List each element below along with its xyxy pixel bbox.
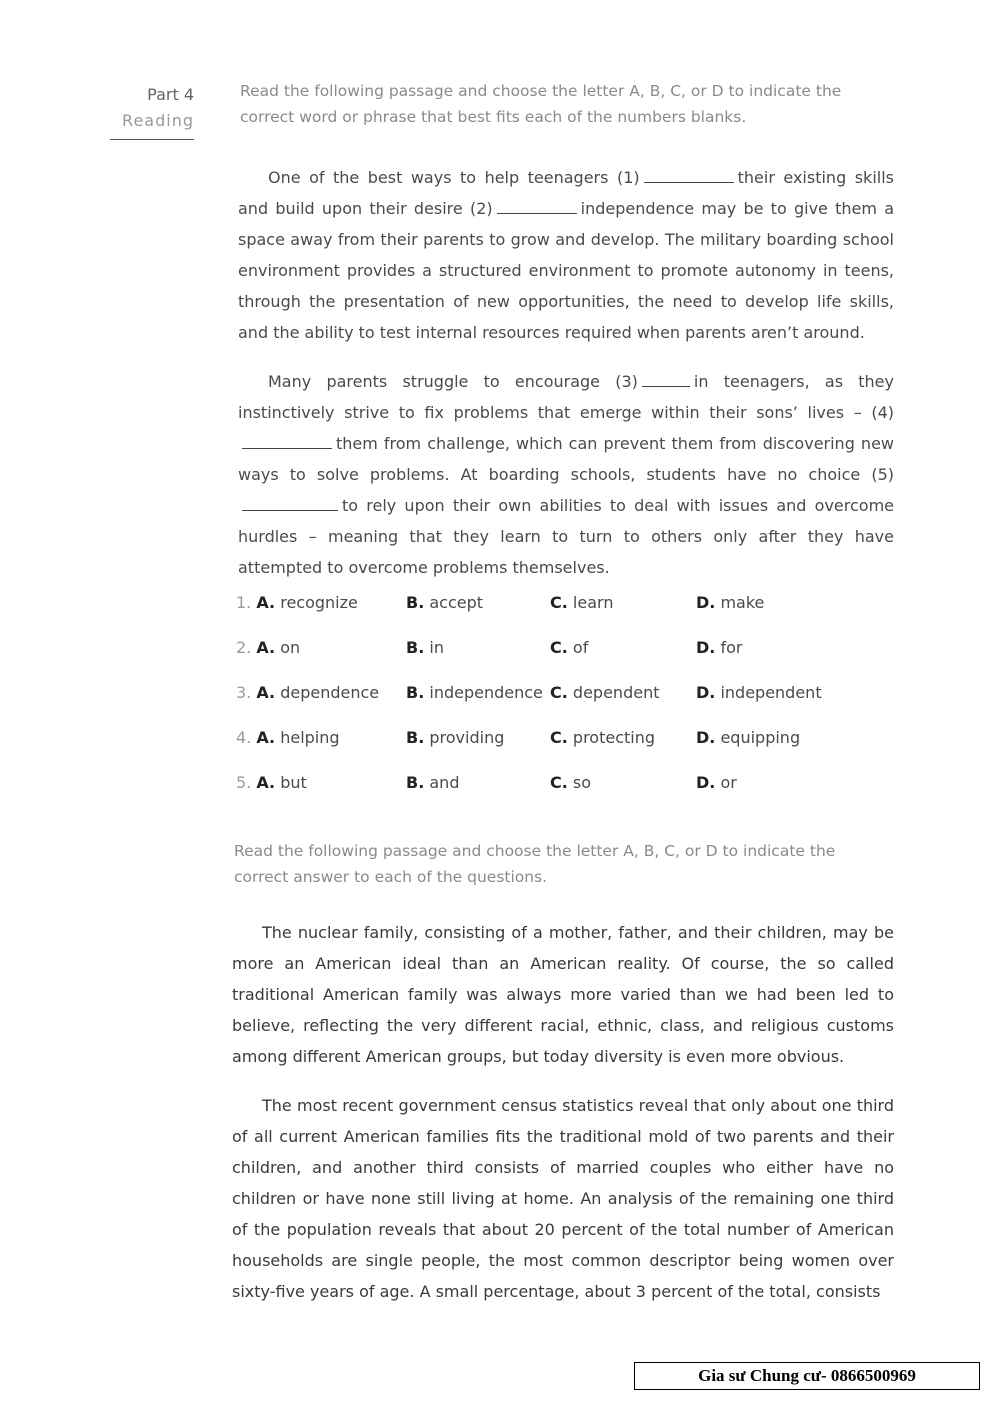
option-text: accept — [429, 593, 484, 612]
option-letter: B. — [406, 773, 425, 792]
option-c[interactable] — [550, 680, 659, 706]
option-text: for — [720, 638, 743, 657]
passage1-paragraph1 — [238, 162, 894, 348]
option-text: on — [280, 638, 301, 657]
option-letter: D. — [696, 593, 716, 612]
option-letter: D. — [696, 773, 716, 792]
p1-text-2: their existing skills and build upon their desire (2) — [238, 168, 894, 218]
part-number: Part 4 — [147, 85, 194, 104]
option-b[interactable] — [406, 770, 459, 796]
option-letter: C. — [550, 728, 568, 747]
option-letter: B. — [406, 593, 425, 612]
option-d[interactable] — [696, 635, 742, 661]
option-letter: D. — [696, 728, 716, 747]
option-letter: B. — [406, 683, 425, 702]
passage2-paragraph2: The most recent government census statistics reveal that only about one third of all current American families fits the traditional mold of two parents and their children, and another third consists of married couples who either have no children or have none still living at home. An analysis of the remaining one third of the population reveals that about 20 percent of the total number of American households are single people, the most common descriptor being women over sixty-five years of age. A small percentage, about 3 percent of the total, consists — [232, 1096, 894, 1301]
option-letter: C. — [550, 593, 568, 612]
p2-text-3: them from challenge, which can prevent them from discovering new ways to solve problems. At boarding schools, students have no choice (5) — [238, 434, 894, 484]
option-text: or — [720, 773, 737, 792]
blank-2 — [497, 203, 577, 214]
option-letter: C. — [550, 638, 568, 657]
option-text: independence — [429, 683, 543, 702]
option-letter: A. — [256, 683, 276, 702]
option-text: but — [280, 773, 307, 792]
option-letter: A. — [256, 638, 276, 657]
question-number: 1. — [236, 593, 252, 612]
option-b[interactable] — [406, 635, 444, 661]
option-text: independent — [720, 683, 822, 702]
passage1-paragraph2 — [238, 366, 894, 583]
option-text: in — [429, 638, 444, 657]
option-letter: D. — [696, 638, 716, 657]
option-b[interactable] — [406, 725, 504, 751]
option-text: dependent — [572, 683, 660, 702]
option-a[interactable] — [236, 680, 379, 706]
option-text: protecting — [572, 728, 656, 747]
blank-4 — [242, 438, 332, 449]
option-text: recognize — [280, 593, 358, 612]
option-c[interactable] — [550, 590, 613, 616]
option-c[interactable] — [550, 770, 591, 796]
option-letter: C. — [550, 773, 568, 792]
option-letter: C. — [550, 683, 568, 702]
option-letter: D. — [696, 683, 716, 702]
option-text: providing — [429, 728, 505, 747]
option-a[interactable] — [236, 635, 300, 661]
option-d[interactable] — [696, 725, 800, 751]
option-text: dependence — [280, 683, 380, 702]
option-letter: A. — [256, 773, 276, 792]
option-text: learn — [572, 593, 614, 612]
option-text: equipping — [720, 728, 801, 747]
p2-text-1: Many parents struggle to encourage (3) — [268, 372, 638, 391]
option-letter: A. — [256, 728, 276, 747]
option-a[interactable] — [236, 590, 358, 616]
part-divider — [110, 139, 194, 140]
option-letter: A. — [256, 593, 276, 612]
option-text: and — [429, 773, 460, 792]
passage2-paragraph1: The nuclear family, consisting of a mother, father, and their children, may be more an American ideal than an American reality. Of course, the so called traditional American family was always more varied than we had been led to believe, reflecting the very different racial, ethnic, class, and religious customs among different American groups, but today diversity is even more obvious. — [232, 923, 894, 1066]
section1-instruction: Read the following passage and choose the letter A, B, C, or D to indicate the correct word or phrase that best fits each of the numbers blanks. — [240, 82, 842, 126]
option-text: so — [572, 773, 592, 792]
p1-text-3: independence may be to give them a space away from their parents to grow and develop. The military boarding school environment provides a structured environment to promote autonomy in teens, through the presentation of new opportunities, the need to develop life skills, and the ability to test internal resources required when parents aren’t around. — [238, 199, 894, 342]
question-number: 4. — [236, 728, 252, 747]
option-letter: B. — [406, 638, 425, 657]
blank-3 — [642, 376, 690, 387]
option-b[interactable] — [406, 680, 543, 706]
option-text: make — [720, 593, 765, 612]
option-c[interactable] — [550, 635, 588, 661]
blank-5 — [242, 500, 338, 511]
section-name: Reading — [122, 111, 194, 130]
blank-1 — [644, 172, 734, 183]
part-label — [110, 82, 194, 134]
option-d[interactable] — [696, 770, 737, 796]
option-b[interactable] — [406, 590, 483, 616]
option-c[interactable] — [550, 725, 655, 751]
question-number: 2. — [236, 638, 252, 657]
option-d[interactable] — [696, 590, 764, 616]
p2-text-2: in teenagers, as they instinctively strive to fix problems that emerge within their sons’ lives – (4) — [238, 372, 894, 422]
p1-text-1: One of the best ways to help teenagers (1) — [268, 168, 640, 187]
p2-text-4: to rely upon their own abilities to deal with issues and overcome hurdles – meaning that they learn to turn to others only after they have attempted to overcome problems themselves. — [238, 496, 894, 577]
option-text: helping — [280, 728, 340, 747]
question-number: 5. — [236, 773, 252, 792]
section2-instruction: Read the following passage and choose the letter A, B, C, or D to indicate the correct answer to each of the questions. — [234, 842, 836, 886]
question-number: 3. — [236, 683, 252, 702]
section2-passage — [232, 917, 894, 1307]
section1-passage — [238, 162, 894, 583]
option-text: of — [572, 638, 589, 657]
option-a[interactable] — [236, 725, 340, 751]
option-d[interactable] — [696, 680, 822, 706]
option-letter: B. — [406, 728, 425, 747]
option-a[interactable] — [236, 770, 307, 796]
footer-label: Gia sư Chung cư- 0866500969 — [634, 1362, 980, 1390]
